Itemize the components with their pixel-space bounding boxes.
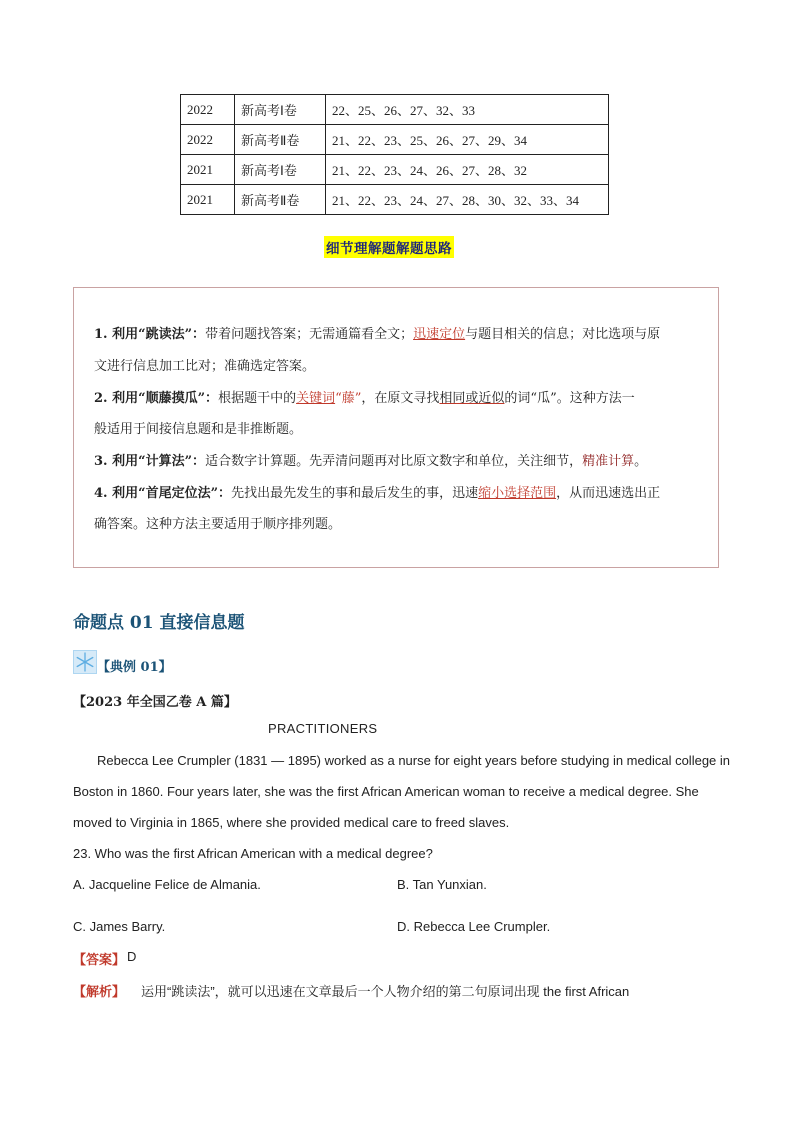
method-highlight: 缩小选择范围 xyxy=(478,486,557,501)
method-text: 带着问题找答案；无需通篇看全文； xyxy=(205,327,414,342)
method-3 xyxy=(94,452,647,472)
items-cell: 21、22、23、24、26、27、28、32 xyxy=(326,155,609,185)
year-cell: 2022 xyxy=(181,125,235,155)
snowflake-icon xyxy=(73,650,97,674)
method-1-key: 1. 利用“跳读法”： xyxy=(94,327,206,342)
method-highlight: 精准计算 xyxy=(582,454,635,469)
items-cell: 21、22、23、25、26、27、29、34 xyxy=(326,125,609,155)
table-row xyxy=(181,155,609,185)
method-highlight: 关键词 xyxy=(296,391,336,406)
paper-cell: 新高考Ⅱ卷 xyxy=(235,185,326,215)
paper-cell: 新高考Ⅰ卷 xyxy=(235,155,326,185)
table-row xyxy=(181,125,609,155)
items-cell: 21、22、23、24、27、28、30、32、33、34 xyxy=(326,185,609,215)
method-highlight: 相同或近似 xyxy=(439,391,505,406)
method-2-line2: 般适用于间接信息题和是非推断题。 xyxy=(94,422,303,437)
method-2-key: 2. 利用“顺藤摸瓜”： xyxy=(94,391,219,406)
method-text: ，在原文寻找 xyxy=(361,391,440,406)
method-4-key: 4. 利用“首尾定位法”： xyxy=(94,486,232,501)
method-text: 与题目相关的信息；对比选项与原 xyxy=(465,327,661,342)
year-cell: 2021 xyxy=(181,155,235,185)
method-text: 根据题干中的 xyxy=(218,391,297,406)
method-3-key: 3. 利用“计算法”： xyxy=(94,454,206,469)
analysis-text: 运用“跳读法”，就可以迅速在文章最后一个人物介绍的第二句原词出现 the first African xyxy=(141,984,630,999)
method-2 xyxy=(94,389,635,409)
method-highlight: 迅速定位 xyxy=(413,327,466,342)
method-4-line2: 确答案。这种方法主要适用于顺序排列题。 xyxy=(94,517,342,532)
method-text: 先找出最先发生的事和最后发生的事，迅速 xyxy=(231,486,479,501)
passage-title: PRACTITIONERS xyxy=(268,721,378,736)
method-text: 。 xyxy=(634,454,648,469)
answer-tag: 【答案】 xyxy=(73,953,126,968)
year-cell: 2022 xyxy=(181,95,235,125)
option-d: D. Rebecca Lee Crumpler. xyxy=(397,919,551,934)
method-text: ，从而迅速选出正 xyxy=(556,486,661,501)
analysis-tag: 【解析】 xyxy=(73,985,126,1000)
option-a: A. Jacqueline Felice de Almania. xyxy=(73,877,261,892)
section-title: 命题点 01 直接信息题 xyxy=(73,613,245,633)
table-row xyxy=(181,95,609,125)
option-c: C. James Barry. xyxy=(73,919,166,934)
method-4 xyxy=(94,484,660,504)
passage-line-3: moved to Virginia in 1865, where she provided medical care to freed slaves. xyxy=(73,815,510,830)
source-label: 【2023 年全国乙卷 A 篇】 xyxy=(73,695,237,710)
method-text: 的词“瓜”。这种方法一 xyxy=(504,391,635,406)
items-cell: 22、25、26、27、32、33 xyxy=(326,95,609,125)
answer-value: D xyxy=(127,949,137,964)
question-distribution-table xyxy=(180,94,609,215)
question-text: 23. Who was the first African American with a medical degree? xyxy=(73,846,433,861)
table-row xyxy=(181,185,609,215)
option-b: B. Tan Yunxian. xyxy=(397,877,487,892)
paper-cell: 新高考Ⅱ卷 xyxy=(235,125,326,155)
method-text: 适合数字计算题。先弄清问题再对比原文数字和单位，关注细节， xyxy=(205,454,583,469)
strategy-banner: 细节理解题解题思路 xyxy=(324,236,454,258)
example-label: 【典例 01】 xyxy=(97,660,172,675)
method-1 xyxy=(94,325,660,345)
year-cell: 2021 xyxy=(181,185,235,215)
passage-line-1: Rebecca Lee Crumpler (1831 — 1895) worked as a nurse for eight years before studying in medical college in xyxy=(97,753,731,768)
paper-cell: 新高考Ⅰ卷 xyxy=(235,95,326,125)
method-1-line2: 文进行信息加工比对；准确选定答案。 xyxy=(94,359,316,374)
passage-line-2: Boston in 1860. Four years later, she was the first African American woman to receive a medical degree. She xyxy=(73,784,699,799)
method-highlight: “藤” xyxy=(335,391,362,406)
